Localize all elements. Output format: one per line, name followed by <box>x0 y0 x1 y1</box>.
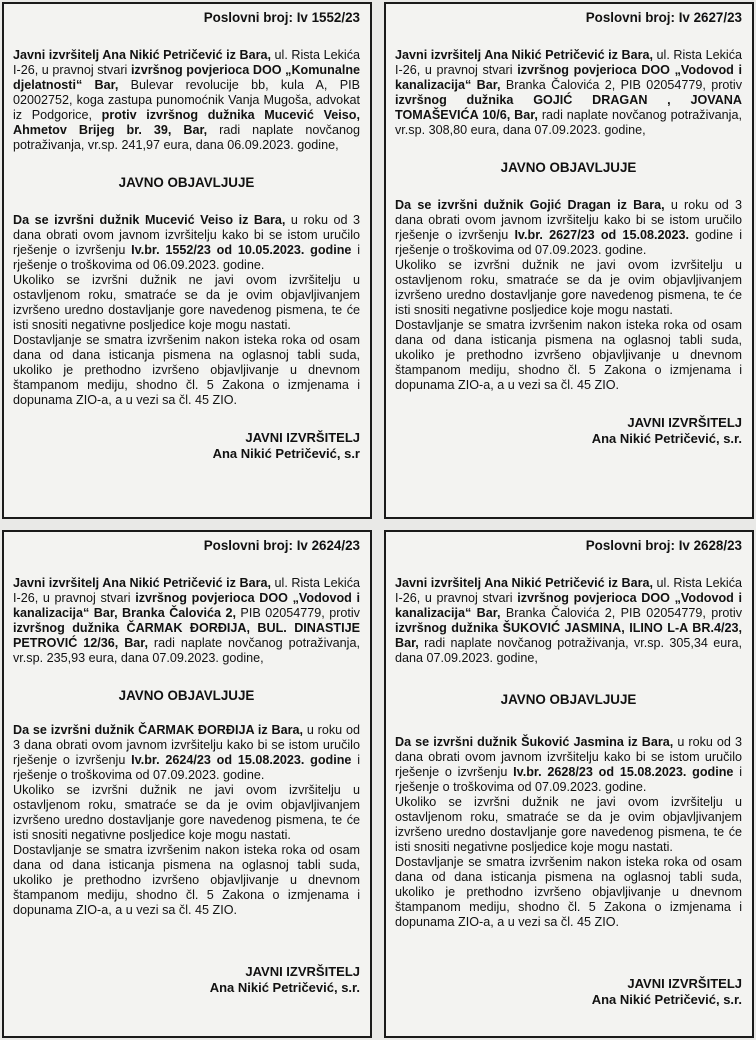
notice-intro <box>13 48 360 153</box>
signature-name: Ana Nikić Petričević, s.r <box>212 446 360 461</box>
signature-block <box>13 964 360 996</box>
intro-seg: ul. Rista Lekića I-26, u pravnoj stvari <box>13 48 360 77</box>
body-seg: Da se izvršni dužnik Šuković Jasmina iz Bara, <box>395 735 674 749</box>
case-number: Poslovni broj: Iv 1552/23 <box>203 10 360 25</box>
notice-paragraph-delivery: Dostavljanje se smatra izvršenim nakon isteka roka od osam dana od dana isticanja pismena na oglasnoj tabli suda, ukoliko je prethodno izvršeno objavljivanje u dnevnom štampanom mediju, shodno čl. 5 Zakona o izmjenama i dopunama ZIO-a, a u vezi sa čl. 45 ZIO. <box>395 318 742 392</box>
signature-title: JAVNI IZVRŠITELJ <box>627 976 742 991</box>
notice-heading: JAVNO OBJAVLJUJE <box>500 160 637 175</box>
intro-seg: Javni izvršitelj Ana Nikić Petričević iz Bara, <box>13 576 272 590</box>
intro-seg: PIB 02054779, protiv <box>235 606 360 620</box>
body-seg: Iv.br. 2627/23 od 15.08.2023. <box>514 228 689 242</box>
body-seg: i rješenje o troškovima od 07.09.2023. godine. <box>395 765 743 794</box>
signature-name: Ana Nikić Petričević, s.r. <box>591 992 742 1007</box>
body-seg: i rješenje o troškovima od 07.09.2023. godine. <box>13 753 361 782</box>
case-number: Poslovni broj: Iv 2627/23 <box>585 10 742 25</box>
body-seg: Da se izvršni dužnik ČARMAK ĐORĐIJA iz Bara, <box>13 723 304 737</box>
notice-body <box>395 198 742 258</box>
intro-seg: izvršnog dužnika ČARMAK ĐORĐIJA, BUL. DINASTIJE PETROVIĆ 12/36, Bar, <box>13 621 360 650</box>
notice-iv-2624 <box>2 530 372 1038</box>
signature-name: Ana Nikić Petričević, s.r. <box>591 431 742 446</box>
body-seg: Da se izvršni dužnik Gojić Dragan iz Bara, <box>395 198 665 212</box>
notice-paragraph-delivery: Dostavljanje se smatra izvršenim nakon isteka roka od osam dana od dana isticanja pismena na oglasnoj tabli suda, ukoliko je prethodno izvršeno objavljivanje u dnevnom štampanom mediju, shodno čl. 5 Zakona o izmjenama i dopunama ZIO-a, a u vezi sa čl. 45 ZIO. <box>395 855 742 929</box>
intro-seg: protiv izvršnog dužnika Mucević Veiso, Ahmetov Brijeg br. 39, Bar, <box>13 108 360 137</box>
notice-paragraph-consequence: Ukoliko se izvršni dužnik ne javi ovom izvršitelju u ostavljenom roku, smatraće se da je ovim objavljivanjem izvršeno uredno dostavljanje gore navedenog pismena, te će isti snositi negativne posljedice koje mogu nastati. <box>13 783 360 842</box>
case-number: Poslovni broj: Iv 2628/23 <box>585 538 742 553</box>
intro-seg: radi naplate novčanog potraživanja, vr.sp. 241,97 eura, dana 06.09.2023. godine, <box>13 123 360 152</box>
intro-seg: izvršnog povjerioca DOO „Vodovod i kanalizacija“ Bar, Branka Čalovića 2, <box>13 591 360 620</box>
notice-paragraph-delivery: Dostavljanje se smatra izvršenim nakon isteka roka od osam dana od dana isticanja pismena na oglasnoj tabli suda, ukoliko je prethodno izvršeno objavljivanje u dnevnom štampanom mediju, shodno čl. 5 Zakona o izmjenama i dopunama ZIO-a, a u vezi sa čl. 45 ZIO. <box>13 843 360 917</box>
notice-paragraph-consequence: Ukoliko se izvršni dužnik ne javi ovom izvršitelju u ostavljenom roku, smatraće se da je ovim objavljivanjem izvršeno uredno dostavljanje gore navedenog pismena, te će isti snositi negativne posljedice koje mogu nastati. <box>13 273 360 332</box>
notice-paragraph-delivery: Dostavljanje se smatra izvršenim nakon isteka roka od osam dana od dana isticanja pismena na oglasnoj tabli suda, ukoliko je prethodno izvršeno objavljivanje u dnevnom štampanom mediju, shodno čl. 5 Zakona o izmjenama i dopunama ZIO-a, a u vezi sa čl. 45 ZIO. <box>13 333 360 407</box>
intro-seg: izvršnog dužnika ŠUKOVIĆ JASMINA, ILINO L-A BR.4/23, Bar, <box>395 621 742 650</box>
notice-heading: JAVNO OBJAVLJUJE <box>118 688 255 703</box>
intro-seg: izvršnog povjerioca DOO „Vodovod i kanalizacija“ Bar, <box>395 591 742 620</box>
notice-body <box>13 723 360 783</box>
notice-heading: JAVNO OBJAVLJUJE <box>500 692 637 707</box>
intro-seg: Bulevar revolucije bb, kula A, PIB 02002752, koga zastupa punomoćnik Vanja Mugoša, advokat iz Podgorice, <box>13 78 360 122</box>
intro-seg: Branka Čalovića 2, PIB 02054779, protiv <box>500 606 743 620</box>
intro-seg: Javni izvršitelj Ana Nikić Petričević iz Bara, <box>395 576 654 590</box>
notice-iv-2628 <box>384 530 754 1038</box>
intro-seg: radi naplate novčanog potraživanja, vr.sp. 305,34 eura, dana 07.09.2023. godine, <box>395 636 742 665</box>
intro-seg: ul. Rista Lekića I-26, u pravnoj stvari <box>395 48 742 77</box>
intro-seg: Javni izvršitelj Ana Nikić Petričević iz Bara, <box>13 48 272 62</box>
notice-paragraph-consequence: Ukoliko se izvršni dužnik ne javi ovom izvršitelju u ostavljenom roku, smatraće se da je ovim objavljivanjem izvršeno uredno dostavljanje gore navedenog pismena, te će isti snositi negativne posljedice koje mogu nastati. <box>395 795 742 854</box>
signature-name: Ana Nikić Petričević, s.r. <box>209 980 360 995</box>
intro-seg: izvršnog povjerioca DOO „Komunalne djelatnosti“ Bar, <box>13 63 361 92</box>
intro-seg: ul. Rista Lekića I-26, u pravnoj stvari <box>13 576 360 605</box>
notice-paragraph-consequence: Ukoliko se izvršni dužnik ne javi ovom izvršitelju u ostavljenom roku, smatraće se da je ovim objavljivanjem izvršeno uredno dostavljanje gore navedenog pismena, te će isti snositi negativne posljedice koje mogu nastati. <box>395 258 742 317</box>
notice-intro <box>395 576 742 666</box>
body-seg: u roku od 3 dana obrati ovom javnom izvršitelju kako bi se istom uručilo rješenje o izvršenju <box>13 723 360 767</box>
notice-body <box>395 735 742 795</box>
intro-seg: radi naplate novčanog potraživanja, vr.sp. 308,80 eura, dana 07.09.2023. godine, <box>395 108 742 137</box>
signature-title: JAVNI IZVRŠITELJ <box>627 415 742 430</box>
notice-intro <box>13 576 360 666</box>
body-seg: Iv.br. 2624/23 od 15.08.2023. godine <box>131 753 352 767</box>
notice-iv-2627 <box>384 2 754 519</box>
signature-block <box>13 430 360 462</box>
notice-intro <box>395 48 742 138</box>
signature-block <box>395 976 742 1008</box>
notice-heading: JAVNO OBJAVLJUJE <box>118 175 255 190</box>
body-seg: u roku od 3 dana obrati ovom javnom izvršitelju kako bi se istom uručilo rješenje o izvršenju <box>13 213 360 257</box>
intro-seg: ul. Rista Lekića I-26, u pravnoj stvari <box>395 576 742 605</box>
body-seg: Da se izvršni dužnik Mucević Veiso iz Bara, <box>13 213 286 227</box>
intro-seg: izvršnog dužnika GOJIĆ DRAGAN , JOVANA TOMAŠEVIĆA 10/6, Bar, <box>395 93 742 122</box>
body-seg: Iv.br. 2628/23 od 15.08.2023. godine <box>513 765 734 779</box>
body-seg: u roku od 3 dana obrati ovom javnom izvršitelju kako bi se istom uručilo rješenje o izvršenju <box>395 198 743 242</box>
notice-iv-1552 <box>2 2 372 519</box>
intro-seg: Branka Čalovića 2, PIB 02054779, protiv <box>500 78 743 92</box>
body-seg: godine i rješenje o troškovima od 07.09.2023. godine. <box>395 228 743 257</box>
signature-block <box>395 415 742 447</box>
intro-seg: Javni izvršitelj Ana Nikić Petričević iz Bara, <box>395 48 654 62</box>
body-seg: i rješenje o troškovima od 06.09.2023. godine. <box>13 243 361 272</box>
intro-seg: radi naplate novčanog potraživanja, vr.sp. 235,93 eura, dana 07.09.2023. godine, <box>13 636 360 665</box>
signature-title: JAVNI IZVRŠITELJ <box>245 964 360 979</box>
signature-title: JAVNI IZVRŠITELJ <box>245 430 360 445</box>
intro-seg: izvršnog povjerioca DOO „Vodovod i kanalizacija“ Bar, <box>395 63 742 92</box>
body-seg: Iv.br. 1552/23 od 10.05.2023. godine <box>131 243 352 257</box>
notice-body <box>13 213 360 273</box>
body-seg: u roku od 3 dana obrati ovom javnom izvršitelju kako bi se istom uručilo rješenje o izvršenju <box>395 735 742 779</box>
case-number: Poslovni broj: Iv 2624/23 <box>203 538 360 553</box>
